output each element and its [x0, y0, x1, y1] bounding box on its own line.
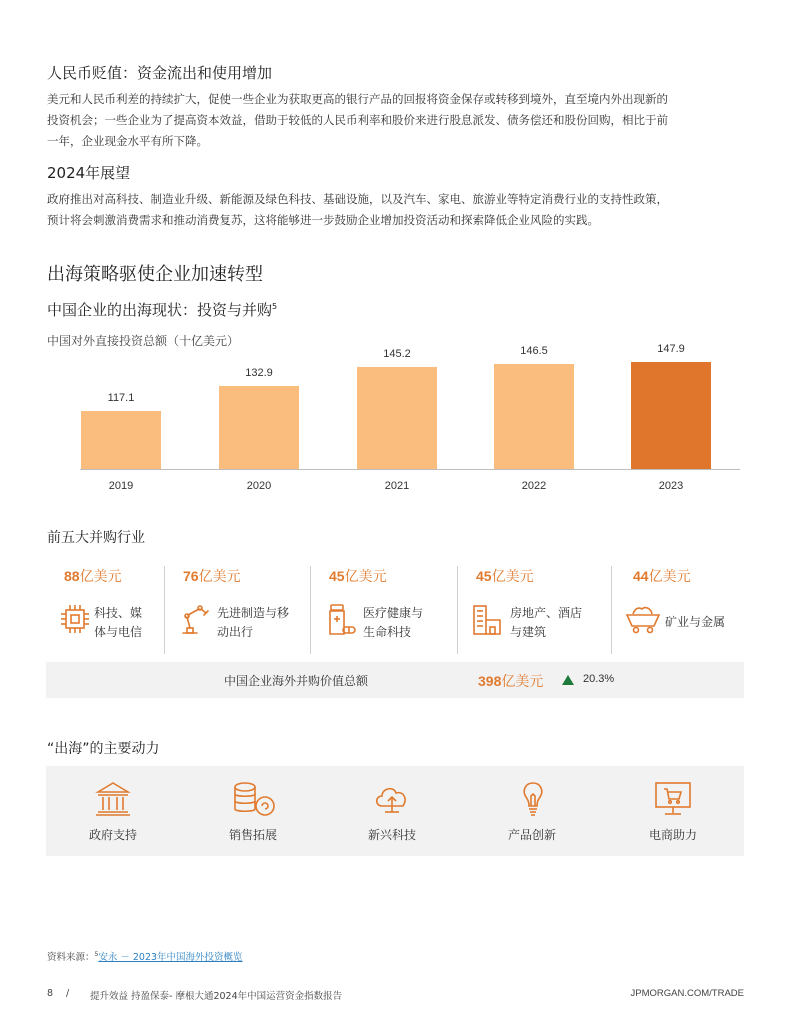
chart-data-label: 147.9 — [657, 343, 685, 355]
ma-summary-bar — [46, 662, 744, 698]
ma-amount-number: 45 — [329, 568, 345, 584]
driver-label: 销售拓展 — [228, 828, 277, 842]
chart-data-label: 132.9 — [245, 367, 273, 379]
paragraph-line: 投资机会；一些企业为了提高资本效益，借助于较低的人民币利率和股价来进行股息派发、债务偿还和股份回购，相比于前 — [47, 113, 668, 127]
chart-x-tick-label: 2023 — [658, 480, 684, 492]
ma-label-line: 房地产、酒店 — [510, 606, 583, 620]
chart-bar-2019 — [81, 411, 161, 469]
ma-label — [665, 613, 745, 632]
ma-item-tmt — [64, 566, 164, 654]
chip-icon — [58, 602, 92, 636]
footer-report-title: 提升效益 持盈保泰- 摩根大通2024年中国运营资金指数报告 — [90, 991, 343, 1002]
ma-amount — [476, 566, 596, 586]
ma-amount-number: 76 — [183, 568, 199, 584]
column-divider — [611, 566, 612, 654]
chart-data-label: 117.1 — [107, 392, 135, 404]
driver-label: 新兴科技 — [367, 828, 416, 842]
paragraph-line: 预计将会刺激消费需求和推动消费复苏，这将能够进一步鼓励企业增加投资活动和探索降低企业风险的实践。 — [47, 213, 599, 227]
ma-amount-unit: 亿美元 — [198, 569, 241, 585]
chart-bar-2021 — [357, 367, 437, 469]
coins-icon — [231, 780, 279, 818]
ma-amount-number: 45 — [476, 568, 492, 584]
ma-summary-change: 20.3% — [583, 673, 615, 685]
ma-item-manufacturing — [183, 566, 303, 654]
source-footnote-marker: 5 — [94, 950, 99, 958]
ma-label — [363, 604, 453, 642]
drivers-panel — [46, 766, 744, 856]
chart-x-tick-label: 2019 — [108, 480, 134, 492]
ma-item-realestate — [476, 566, 596, 654]
section-heading-outlook: 2024年展望 — [47, 164, 131, 182]
ma-label-line: 矿业与金属 — [665, 615, 726, 629]
chart-x-tick-label: 2022 — [521, 480, 547, 492]
drivers-heading: “出海”的主要动力 — [47, 741, 160, 757]
chart-caption: 中国对外直接投资总额（十亿美元） — [47, 334, 240, 348]
ma-amount — [329, 566, 449, 586]
ma-amount — [64, 566, 164, 586]
ma-amount-number: 88 — [64, 568, 80, 584]
driver-label: 电商助力 — [648, 828, 697, 842]
ma-amount-unit: 亿美元 — [648, 569, 691, 585]
ma-label-line: 动出行 — [217, 625, 254, 639]
ma-amount — [633, 566, 743, 586]
ma-amount — [183, 566, 303, 586]
lightbulb-icon — [520, 780, 546, 820]
subheading-investment — [47, 299, 277, 320]
chart-x-tick-label: 2020 — [246, 480, 272, 492]
driver-label: 政府支持 — [88, 828, 137, 842]
driver-item-sales — [203, 766, 303, 856]
driver-item-ecommerce — [623, 766, 723, 856]
ma-label-line: 科技、媒 — [94, 606, 143, 620]
cloud-icon — [372, 780, 412, 818]
robot-arm-icon — [179, 602, 213, 636]
ma-summary-number: 398 — [478, 673, 502, 689]
section-heading-rmb: 人民币贬值：资金流出和使用增加 — [47, 64, 273, 82]
ma-amount-unit: 亿美元 — [79, 569, 122, 585]
ma-label — [217, 604, 307, 642]
driver-item-government — [63, 766, 163, 856]
chart-bar-2020 — [219, 386, 299, 469]
paragraph-line: 一年，企业现金水平有所下降。 — [47, 134, 208, 148]
footnote-marker: 5 — [272, 302, 278, 311]
chart-x-tick-label: 2021 — [384, 480, 410, 492]
ma-amount-number: 44 — [633, 568, 649, 584]
ma-summary-label: 中国企业海外并购价值总额 — [224, 674, 369, 688]
section-paragraph-rmb — [47, 89, 747, 152]
chart-bar-2023 — [631, 362, 711, 469]
paragraph-line: 美元和人民币利差的持续扩大，促使一些企业为获取更高的银行产品的回报将资金保存或转移到境外，直至境内外出现新的 — [47, 92, 668, 106]
chart-bar-2022 — [494, 364, 574, 469]
ma-amount-unit: 亿美元 — [344, 569, 387, 585]
column-divider — [457, 566, 458, 654]
ma-label-line: 医疗健康与 — [363, 606, 424, 620]
footer-separator: / — [66, 988, 70, 999]
source-link[interactable]: 安永 － 2023年中国海外投资概览 — [98, 952, 243, 963]
chart-x-axis — [80, 469, 740, 470]
ma-heading: 前五大并购行业 — [47, 530, 145, 546]
ma-label-line: 先进制造与移 — [217, 606, 290, 620]
footer-page-number: 8 — [47, 988, 54, 999]
ecommerce-icon — [654, 780, 692, 818]
ma-label-line: 体与电信 — [94, 625, 143, 639]
driver-label: 产品创新 — [507, 828, 556, 842]
paragraph-line: 政府推出对高科技、制造业升级、新能源及绿色科技、基础设施，以及汽车、家电、旅游业等特定消费行业的支持性政策， — [47, 192, 668, 206]
mine-cart-icon — [625, 604, 661, 634]
chart-data-label: 146.5 — [520, 345, 548, 357]
ma-label — [510, 604, 600, 642]
driver-item-tech — [342, 766, 442, 856]
subheading-text: 中国企业的出海现状：投资与并购 — [47, 301, 273, 319]
building-icon — [470, 602, 504, 638]
up-arrow-icon — [562, 675, 574, 685]
government-icon — [95, 780, 131, 818]
ma-amount-unit: 亿美元 — [491, 569, 534, 585]
ma-label-line: 生命科技 — [363, 625, 412, 639]
ma-label — [94, 604, 164, 642]
ma-summary-amount — [478, 671, 543, 691]
footer-website: JPMORGAN.COM/TRADE — [630, 988, 744, 999]
ma-label-line: 与建筑 — [510, 625, 547, 639]
source-note — [47, 949, 243, 963]
section-heading-overseas: 出海策略驱使企业加速转型 — [47, 264, 263, 285]
ma-summary-unit: 亿美元 — [501, 674, 544, 690]
section-paragraph-outlook — [47, 189, 747, 231]
driver-item-innovation — [482, 766, 582, 856]
column-divider — [310, 566, 311, 654]
chart-data-label: 145.2 — [383, 348, 411, 360]
ma-item-healthcare — [329, 566, 449, 654]
column-divider — [164, 566, 165, 654]
source-label: 资料来源： — [47, 952, 95, 963]
medicine-icon — [325, 602, 359, 638]
ma-item-mining — [633, 566, 743, 654]
